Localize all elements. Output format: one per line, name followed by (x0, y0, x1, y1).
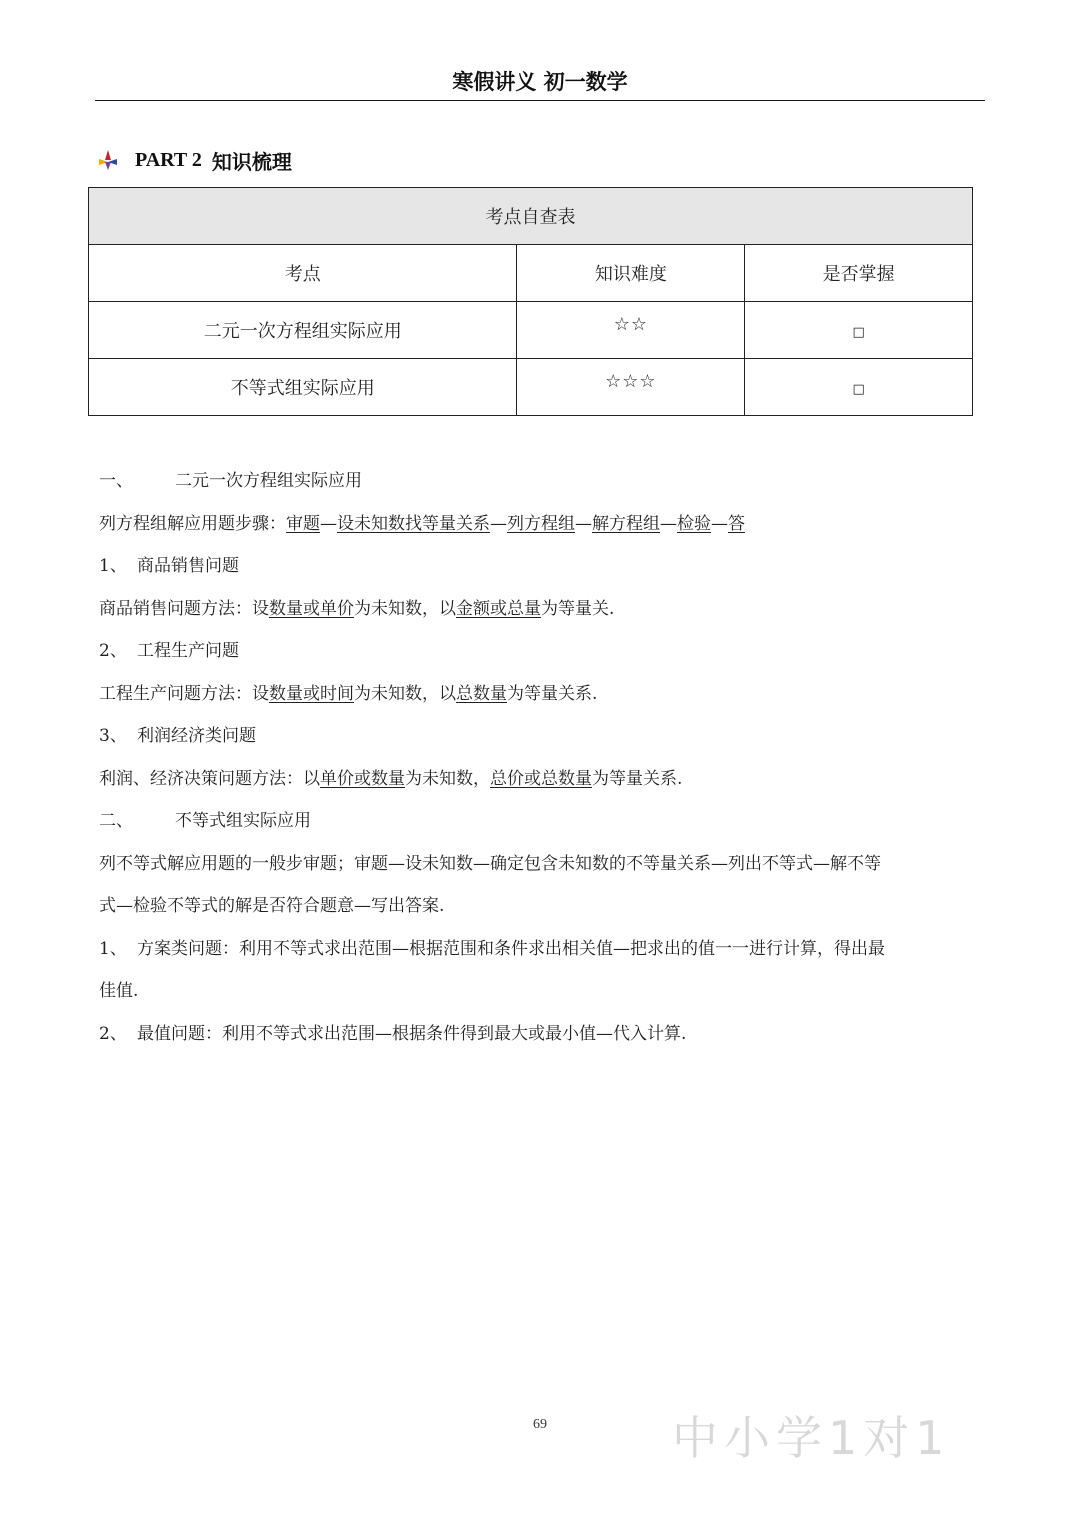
mastered-cell (745, 302, 973, 359)
method-text: 利润、经济决策问题方法：以 (99, 768, 320, 789)
step-dash: — (711, 513, 728, 534)
method-line (99, 673, 989, 716)
paragraph-line: 列不等式解应用题的一般步审题；审题—设未知数—确定包含未知数的不等量关系—列出不等式—解不等 (99, 853, 881, 874)
item-heading (99, 715, 989, 758)
item-number: 2、 (99, 641, 127, 661)
item-heading (99, 630, 989, 673)
step-dash: — (660, 513, 677, 534)
page-number: 69 (533, 1417, 547, 1432)
step-text: 设未知数找等量关系 (337, 513, 490, 534)
column-header-difficulty: 知识难度 (517, 245, 745, 302)
method-text: 为等量关系. (592, 768, 683, 789)
method-line (99, 758, 989, 801)
section-title: 不等式组实际应用 (175, 811, 311, 831)
table-caption: 考点自查表 (89, 188, 973, 245)
topic-cell: 不等式组实际应用 (89, 359, 517, 416)
item-paragraph (99, 1013, 989, 1056)
star-rating: ☆☆ (613, 313, 648, 335)
method-underlined: 总数量 (456, 683, 507, 704)
method-text: 工程生产问题方法：设 (99, 683, 269, 704)
item-number: 1、 (99, 938, 127, 959)
item-text: 最值问题：利用不等式求出范围—根据条件得到最大或最小值—代入计算. (137, 1023, 687, 1044)
content-body (99, 460, 989, 1055)
column-header-mastered: 是否掌握 (745, 245, 973, 302)
method-underlined: 数量或单价 (269, 598, 354, 619)
item-heading (99, 545, 989, 588)
step-text: 审题 (286, 513, 320, 534)
item-title: 商品销售问题 (137, 556, 239, 576)
self-check-table (88, 187, 973, 416)
watermark: 中小学1对1 (672, 1411, 951, 1465)
step-text: 解方程组 (592, 513, 660, 534)
paragraph-line: 佳值. (99, 981, 139, 1001)
paragraph-line: 式—检验不等式的解是否符合题意—写出答案. (99, 896, 445, 916)
item-paragraph (99, 928, 989, 971)
section-two-heading (99, 800, 989, 843)
item-title: 工程生产问题 (137, 641, 239, 661)
table-row (89, 359, 973, 416)
table-header-row (89, 245, 973, 302)
section-heading (97, 144, 292, 176)
column-header-topic: 考点 (89, 245, 517, 302)
item-number: 1、 (99, 556, 127, 576)
checkbox-icon: □ (852, 324, 865, 340)
item-number: 2、 (99, 1023, 127, 1044)
topic-cell: 二元一次方程组实际应用 (89, 302, 517, 359)
section-number: 一、 (99, 471, 133, 491)
step-text: 答 (728, 513, 745, 534)
difficulty-cell (517, 359, 745, 416)
step-text: 列方程组 (507, 513, 575, 534)
checkbox-icon: □ (852, 381, 865, 397)
method-underlined: 单价或数量 (320, 768, 405, 789)
part-name: 知识梳理 (211, 149, 292, 174)
step-dash: — (575, 513, 592, 534)
section-number: 二、 (99, 811, 133, 831)
method-text: 商品销售问题方法：设 (99, 598, 269, 619)
method-text: 为未知数，以 (354, 598, 456, 619)
pin-marker-icon (97, 149, 119, 171)
method-underlined: 总价或总数量 (490, 768, 592, 789)
method-text: 为等量关系. (507, 683, 598, 704)
method-underlined: 金额或总量 (456, 598, 541, 619)
steps-prefix: 列方程组解应用题步骤： (99, 513, 286, 534)
steps-line (99, 503, 989, 546)
step-text: 检验 (677, 513, 711, 534)
method-text: 为未知数， (405, 768, 490, 789)
difficulty-cell (517, 302, 745, 359)
section-one-heading (99, 460, 989, 503)
item-text: 方案类问题：利用不等式求出范围—根据范围和条件求出相关值—把求出的值一一进行计算，得出最 (137, 938, 885, 959)
method-text: 为未知数，以 (354, 683, 456, 704)
item-number: 3、 (99, 726, 127, 746)
mastered-cell (745, 359, 973, 416)
section-title: 二元一次方程组实际应用 (175, 471, 362, 491)
star-rating: ☆☆☆ (605, 370, 657, 392)
page-header: 寒假讲义 初一数学 (95, 64, 985, 101)
part-label: PART 2 (135, 148, 202, 171)
step-dash: — (490, 513, 507, 534)
item-title: 利润经济类问题 (137, 726, 256, 746)
method-text: 为等量关. (541, 598, 615, 619)
table-row (89, 302, 973, 359)
method-underlined: 数量或时间 (269, 683, 354, 704)
method-line (99, 588, 989, 631)
step-dash: — (320, 513, 337, 534)
